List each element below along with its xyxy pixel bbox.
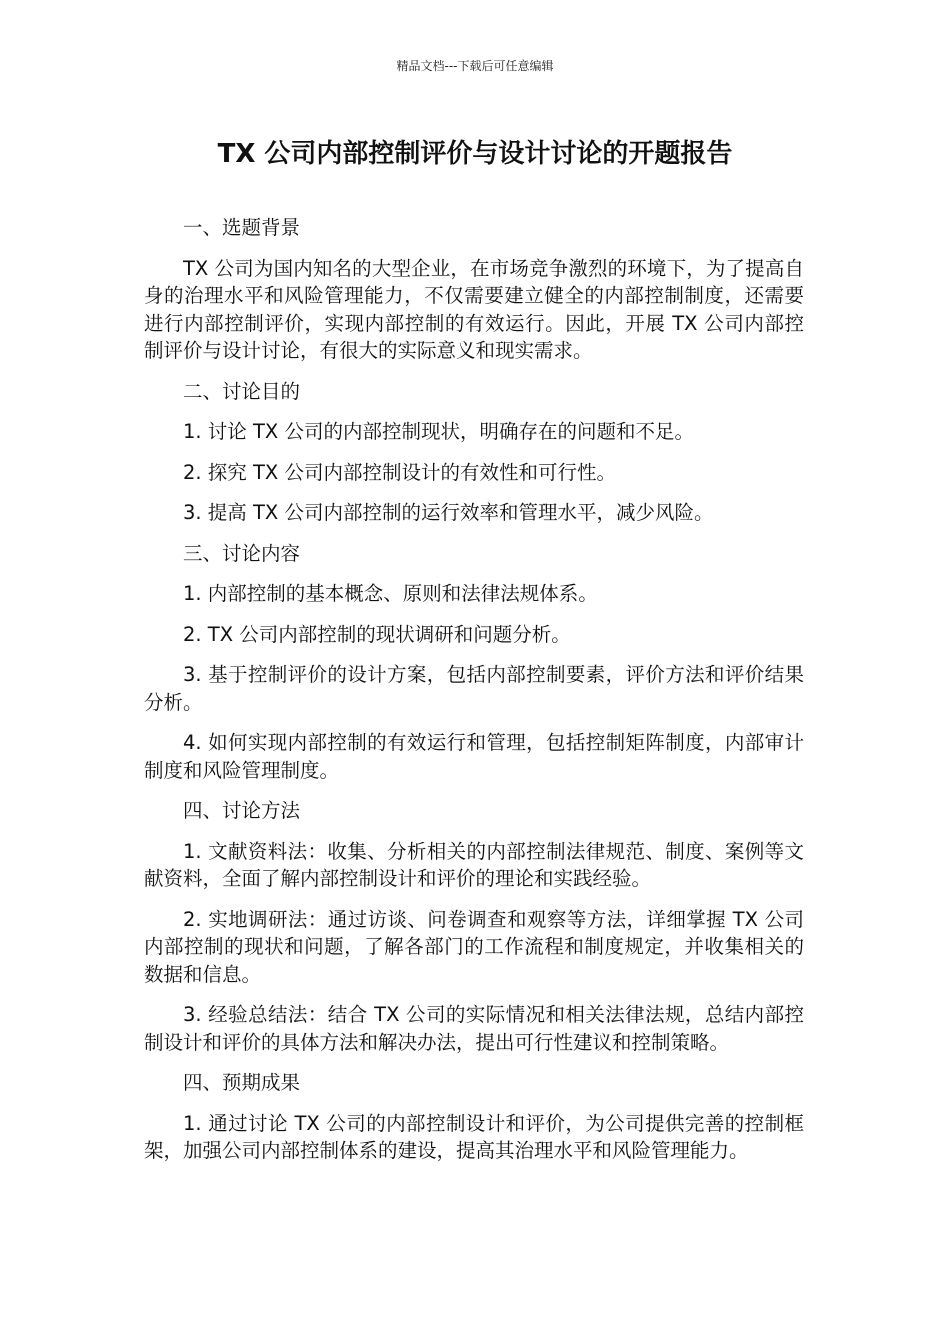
list-item-outcome-1: 1. 通过讨论 TX 公司的内部控制设计和评价，为公司提供完善的控制框架，加强公司内部控制体系的建设，提高其治理水平和风险管理能力。 — [144, 1111, 804, 1162]
list-item-purpose-3: 3. 提高 TX 公司内部控制的运行效率和管理水平，减少风险。 — [183, 501, 714, 524]
document-title: TX 公司内部控制评价与设计讨论的开题报告 — [217, 139, 733, 169]
list-item-content-2: 2. TX 公司内部控制的现状调研和问题分析。 — [183, 622, 571, 646]
section-heading-methods: 四、讨论方法 — [183, 799, 301, 822]
section-heading-purpose: 二、讨论目的 — [183, 379, 301, 403]
list-item-purpose-1: 1. 讨论 TX 公司的内部控制现状，明确存在的问题和不足。 — [183, 420, 694, 443]
paragraph-background: TX 公司为国内知名的大型企业，在市场竞争激烈的环境下，为了提高自身的治理水平和风险管理能力，不仅需要建立健全的内部控制制度，还需要进行内部控制评价，实现内部控制的有效运行。因此，开展 TX 公司内部控制评价与设计讨论，有很大的实际意义和现实需求。 — [144, 256, 804, 362]
section-heading-background: 一、选题背景 — [183, 216, 301, 239]
list-item-method-3: 3. 经验总结法：结合 TX 公司的实际情况和相关法律法规，总结内部控制设计和评价的具体方法和解决办法，提出可行性建议和控制策略。 — [144, 1003, 804, 1054]
list-item-content-4: 4. 如何实现内部控制的有效运行和管理，包括控制矩阵制度，内部审计制度和风险管理制度。 — [144, 731, 804, 782]
list-item-purpose-2: 2. 探究 TX 公司内部控制设计的有效性和可行性。 — [183, 460, 616, 484]
list-item-method-1: 1. 文献资料法：收集、分析相关的内部控制法律规范、制度、案例等文献资料，全面了解内部控制设计和评价的理论和实践经验。 — [144, 839, 804, 890]
section-heading-content: 三、讨论内容 — [183, 541, 301, 565]
list-item-method-2: 2. 实地调研法：通过访谈、问卷调查和观察等方法，详细掌握 TX 公司内部控制的现状和问题，了解各部门的工作流程和制度规定，并收集相关的数据和信息。 — [144, 907, 804, 986]
header-note: 精品文档---下载后可任意编辑 — [396, 59, 554, 73]
section-heading-outcomes: 四、预期成果 — [183, 1071, 301, 1094]
list-item-content-1: 1. 内部控制的基本概念、原则和法律法规体系。 — [183, 582, 598, 605]
document-body — [144, 214, 804, 1178]
list-item-content-3: 3. 基于控制评价的设计方案，包括内部控制要素，评价方法和评价结果分析。 — [144, 663, 804, 714]
